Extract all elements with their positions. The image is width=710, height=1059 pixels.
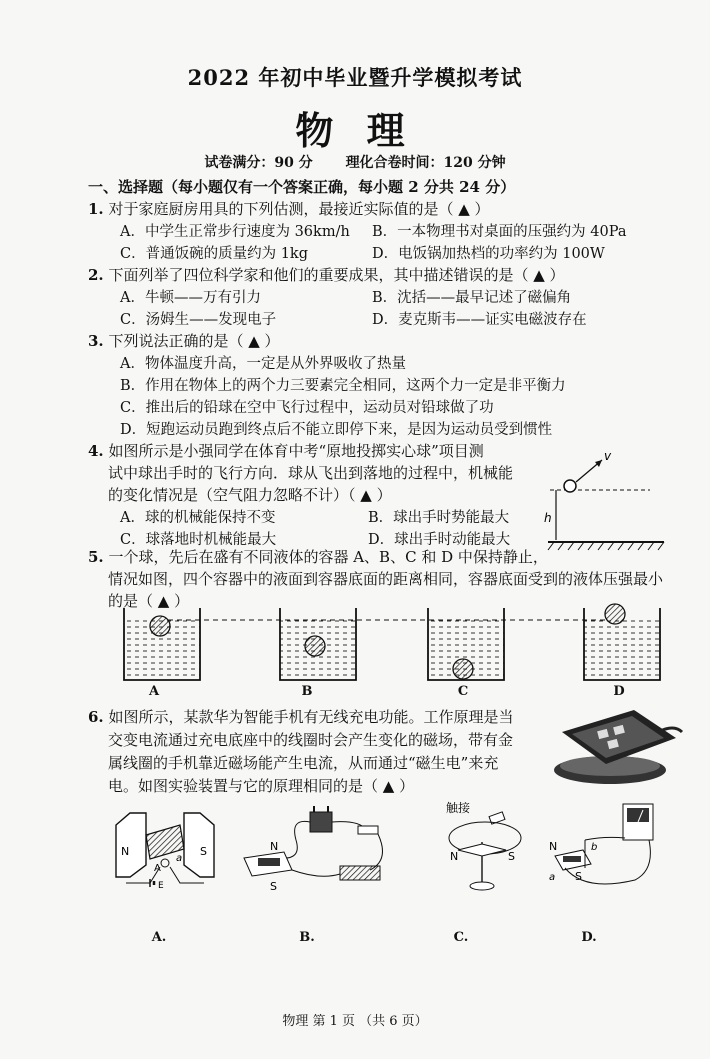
solenoid: [340, 866, 380, 880]
h-label: h: [544, 511, 552, 525]
section-heading: 一、选择题（每小题仅有一个答案正确，每小题 2 分共 24 分）: [88, 178, 516, 196]
phone-charger-figure: [548, 702, 688, 792]
label-n: N: [121, 845, 130, 858]
q5-containers-figure: [110, 600, 670, 700]
exam-time: 理化合卷时间：120 分钟: [345, 155, 506, 171]
question-stem-line2: 试中球出手时的飞行方向．球从飞出到落地的过程中，机械能: [108, 464, 514, 482]
question-stem-line2: 情况如图，四个容器中的液面到容器底面的距离相同，容器底面受到的液体压强最小: [108, 570, 664, 588]
q3-option-d: D．短跑运动员跑到终点后不能立即停下来，是因为运动员受到惯性: [120, 422, 553, 438]
label-s: S: [200, 845, 207, 858]
q3-option-c: C．推出后的铅球在空中飞行过程中，运动员对铅球做了功: [120, 400, 494, 416]
question-2: [88, 264, 565, 285]
q4-option-d: D．球出手时动能最大: [368, 532, 511, 548]
label-a: a: [549, 872, 556, 883]
question-stem-line1: 如图所示，某款华为智能手机有无线充电功能。工作原理是当: [108, 708, 514, 726]
fig-b-coil-apparatus: [240, 800, 390, 895]
compass-needle: [458, 844, 506, 856]
fig-d-galvanometer: [545, 800, 675, 895]
container-label-d: D: [613, 684, 625, 699]
container-c: [428, 608, 504, 680]
fig-c-compass-wire: [440, 798, 530, 898]
question-5: [88, 546, 548, 567]
question-stem-line1: 如图所示是小强同学在体育中考“原地投掷实心球”项目测: [108, 442, 484, 460]
base: [470, 882, 494, 890]
container-b: [280, 608, 356, 680]
question-stem: 下面列举了四位科学家和他们的重要成果，其中描述错误的是（ ▲ ）: [108, 266, 565, 284]
label-s: S: [270, 880, 277, 893]
q2-option-a: A．牛顿——万有引力: [120, 290, 261, 306]
question-stem: 下列说法正确的是（ ▲ ）: [108, 332, 280, 350]
question-3: [88, 330, 280, 351]
q4-throw-figure: [540, 446, 670, 556]
label-s: S: [575, 870, 582, 883]
question-number: 1.: [88, 200, 104, 218]
q4-option-b: B．球出手时势能最大: [368, 510, 510, 526]
label-e: E: [158, 881, 164, 890]
question-1: [88, 198, 490, 219]
question-number: 5.: [88, 548, 104, 566]
question-6: [88, 706, 513, 727]
q3-option-b: B．作用在物体上的两个力三要素完全相同，这两个力一定是非平衡力: [120, 378, 566, 394]
label-n: N: [549, 840, 558, 853]
exam-meta: [0, 152, 710, 172]
full-score: 试卷满分：90 分: [204, 155, 313, 171]
question-stem-line2: 交变电流通过充电底座中的线圈时会产生变化的磁场，带有金: [108, 731, 514, 749]
exam-title: 2022 年初中毕业暨升学模拟考试: [187, 65, 523, 90]
label-b: b: [591, 842, 598, 853]
question-stem-line1: 一个球，先后在盛有不同液体的容器 A、B、C 和 D 中保持静止，: [108, 548, 548, 566]
switch: [358, 826, 378, 834]
q1-option-b: B．一本物理书对桌面的压强约为 40Pa: [372, 224, 627, 240]
label-touch: 触接: [446, 801, 471, 815]
question-stem-line3: 的是（ ▲ ）: [108, 592, 190, 610]
page-footer: 物理 第 1 页 （共 6 页）: [282, 1014, 428, 1029]
arrow-head: [595, 460, 602, 467]
label-s: S: [508, 850, 515, 863]
question-number: 3.: [88, 332, 104, 350]
label-ao: A: [154, 863, 161, 874]
label-n: N: [450, 850, 459, 863]
ball: [564, 480, 576, 492]
q4-option-a: A．球的机械能保持不变: [120, 510, 276, 526]
label-a: a: [176, 853, 183, 864]
container-d: [584, 604, 660, 680]
q1-option-a: A．中学生正常步行速度为 36km/h: [120, 224, 350, 240]
question-stem-line3: 的变化情况是（空气阻力忽略不计）（ ▲ ）: [108, 486, 392, 504]
container-label-a: A: [148, 684, 160, 699]
v-label: v: [604, 449, 612, 463]
question-stem-line3: 属线圈的手机靠近磁场能产生电流，从而通过“磁生电”来充: [108, 754, 499, 772]
q1-option-c: C．普通饭碗的质量约为 1kg: [120, 246, 308, 262]
container-a: [124, 608, 200, 680]
question-stem-line4: 电。如图实验装置与它的原理相同的是（ ▲ ）: [108, 777, 415, 795]
question-4: [88, 440, 484, 461]
q4-option-c: C．球落地时机械能最大: [120, 532, 277, 548]
container-label-b: B: [301, 684, 313, 699]
container-label-c: C: [457, 684, 469, 699]
magnet-s: [184, 813, 214, 877]
fig-caption-b: B.: [299, 930, 315, 945]
ground-hatch: [548, 542, 664, 550]
question-number: 4.: [88, 442, 104, 460]
question-number: 2.: [88, 266, 104, 284]
fig-caption-c: C.: [453, 930, 469, 945]
fig-a-magnet-coil: [110, 805, 220, 890]
q2-option-b: B．沈括——最早记述了磁偏角: [372, 290, 572, 306]
wire: [585, 837, 625, 840]
q2-option-d: D．麦克斯韦——证实电磁波存在: [372, 312, 587, 328]
subject-title: 物 理: [295, 108, 415, 153]
q3-option-a: A．物体温度升高，一定是从外界吸收了热量: [120, 356, 406, 372]
fig-caption-d: D.: [581, 930, 597, 945]
fig-caption-a: A.: [151, 930, 167, 945]
question-number: 6.: [88, 708, 104, 726]
battery-box: [310, 812, 332, 832]
label-n: N: [270, 840, 279, 853]
q1-option-d: D．电饭锅加热档的功率约为 100W: [372, 246, 605, 262]
q2-option-c: C．汤姆生——发现电子: [120, 312, 277, 328]
question-stem: 对于家庭厨房用具的下列估测，最接近实际值的是（ ▲ ）: [108, 200, 490, 218]
